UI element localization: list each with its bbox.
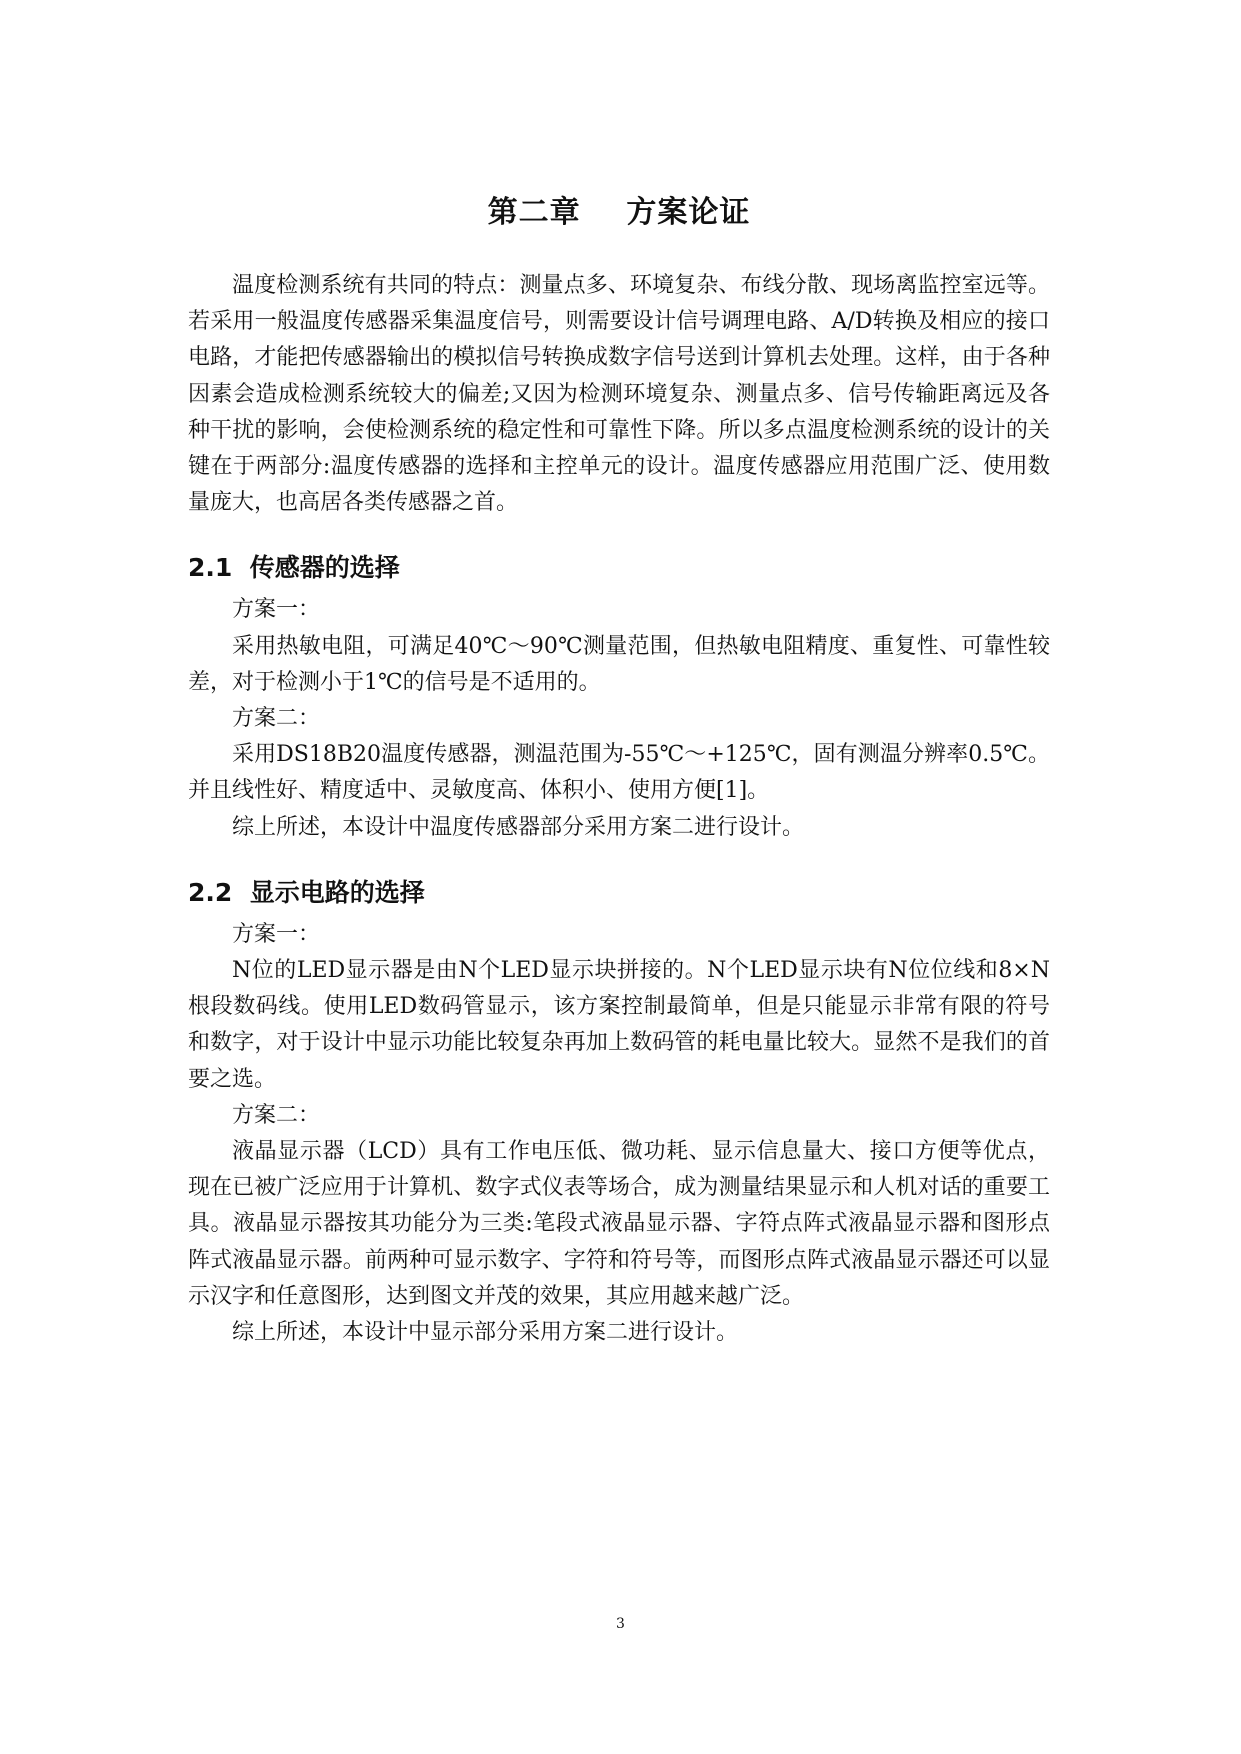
scheme-label: 方案一： — [232, 921, 321, 947]
body-paragraph: 采用热敏电阻，可满足40℃～90℃测量范围，但热敏电阻精度、重复性、可靠性较差，对于检测小于1℃的信号是不适用的。 — [188, 633, 1050, 695]
scheme-label: 方案二： — [232, 706, 321, 732]
conclusion-paragraph: 综上所述，本设计中显示部分采用方案二进行设计。 — [232, 1320, 739, 1346]
chapter-title: 第二章 方案论证 — [487, 195, 751, 230]
conclusion-paragraph: 综上所述，本设计中温度传感器部分采用方案二进行设计。 — [232, 814, 805, 840]
section-heading: 2.2 显示电路的选择 — [188, 877, 425, 907]
body-paragraph: 液晶显示器（LCD）具有工作电压低、微功耗、显示信息量大、接口方便等优点，现在已被广泛应用于计算机、数字式仪表等场合，成为测量结果显示和人机对话的重要工具。液晶显示器按其功能分为三类:笔段式液晶显示器、字符点阵式液晶显示器和图形点阵式液晶显示器。前两种可显示数字、字符和符号等，而图形点阵式液晶显示器还可以显示汉字和任意图形，达到图文并茂的效果，其应用越来越广泛。 — [188, 1139, 1050, 1309]
section-display-circuit-selection — [188, 873, 1050, 1351]
page-content — [188, 188, 1050, 1351]
section-sensor-selection — [188, 548, 1050, 845]
section-heading: 2.1 传感器的选择 — [188, 553, 400, 583]
body-paragraph: N位的LED显示器是由N个LED显示块拼接的。N个LED显示块有N位位线和8×N根段数码线。使用LED数码管显示，该方案控制最简单，但是只能显示非常有限的符号和数字，对于设计中显示功能比较复杂再加上数码管的耗电量比较大。显然不是我们的首要之选。 — [188, 958, 1050, 1092]
scheme-label: 方案一： — [232, 597, 321, 623]
page-number: 3 — [616, 1616, 625, 1632]
body-paragraph: 采用DS18B20温度传感器，测温范围为-55℃～+125℃，固有测温分辨率0.5℃。并且线性好、精度适中、灵敏度高、体积小、使用方便[1]。 — [188, 742, 1050, 804]
scheme-label: 方案二： — [232, 1102, 321, 1128]
intro-paragraph: 温度检测系统有共同的特点：测量点多、环境复杂、布线分散、现场离监控室远等。若采用一般温度传感器采集温度信号，则需要设计信号调理电路、A/D转换及相应的接口电路，才能把传感器输出的模拟信号转换成数字信号送到计算机去处理。这样，由于各种因素会造成检测系统较大的偏差;又因为检测环境复杂、测量点多、信号传输距离远及各种干扰的影响，会使检测系统的稳定性和可靠性下降。所以多点温度检测系统的设计的关键在于两部分:温度传感器的选择和主控单元的设计。温度传感器应用范围广泛、使用数量庞大，也高居各类传感器之首。 — [188, 273, 1050, 516]
